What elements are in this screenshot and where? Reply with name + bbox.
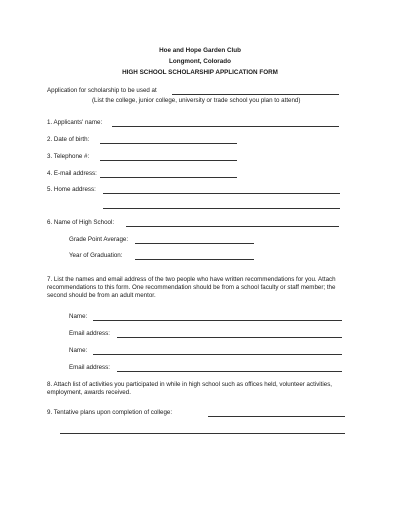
- high-school-label: 6. Name of High School:: [47, 219, 115, 226]
- high-school-field[interactable]: [126, 226, 339, 227]
- tentative-plans-field-1[interactable]: [208, 416, 345, 417]
- graduation-year-label: Year of Graduation:: [69, 252, 123, 259]
- applicant-name-label: 1. Applicants' name:: [47, 119, 103, 126]
- recommender-1-name-field[interactable]: [93, 320, 342, 321]
- tentative-plans-label: 9. Tentative plans upon completion of college:: [47, 409, 173, 416]
- date-of-birth-field[interactable]: [100, 143, 237, 144]
- club-location: Longmont, Colorado: [169, 58, 231, 65]
- applicant-name-field[interactable]: [112, 126, 339, 127]
- recommender-2-email-label: Email address:: [69, 364, 110, 371]
- intended-school-hint: (List the college, junior college, university or trade school you plan to attend): [92, 97, 301, 104]
- club-name: Hoe and Hope Garden Club: [159, 47, 241, 54]
- date-of-birth-label: 2. Date of birth:: [47, 136, 90, 143]
- activities-instructions: 8. Attach list of activities you participated in while in high school such as offices held, volunteer activities, employment, awards received.: [47, 381, 333, 396]
- graduation-year-field[interactable]: [135, 259, 254, 260]
- recommender-2-name-label: Name:: [69, 347, 88, 354]
- gpa-field[interactable]: [135, 243, 254, 244]
- recommender-1-email-field[interactable]: [117, 337, 342, 338]
- home-address-field-1[interactable]: [103, 193, 340, 194]
- intended-school-label: Application for scholarship to be used at: [47, 87, 157, 94]
- recommender-1-name-label: Name:: [69, 313, 88, 320]
- email-label: 4. E-mail address:: [47, 170, 97, 177]
- recommendations-instructions: 7. List the names and email address of the two people who have written recommendations for you. Attach recommendations to this form. One recommendation should be from a school faculty or staff member; the second should be from an adult mentor.: [47, 276, 336, 299]
- home-address-label: 5. Home address:: [47, 186, 96, 193]
- recommender-2-name-field[interactable]: [93, 354, 342, 355]
- gpa-label: Grade Point Average:: [69, 236, 129, 243]
- tentative-plans-field-2[interactable]: [60, 433, 345, 434]
- telephone-label: 3. Telephone #:: [47, 153, 90, 160]
- recommender-1-email-label: Email address:: [69, 330, 110, 337]
- form-title: HIGH SCHOOL SCHOLARSHIP APPLICATION FORM: [122, 69, 278, 76]
- telephone-field[interactable]: [100, 160, 237, 161]
- recommender-2-email-field[interactable]: [117, 371, 342, 372]
- email-field[interactable]: [100, 177, 237, 178]
- intended-school-field[interactable]: [172, 94, 339, 95]
- home-address-field-2[interactable]: [103, 208, 340, 209]
